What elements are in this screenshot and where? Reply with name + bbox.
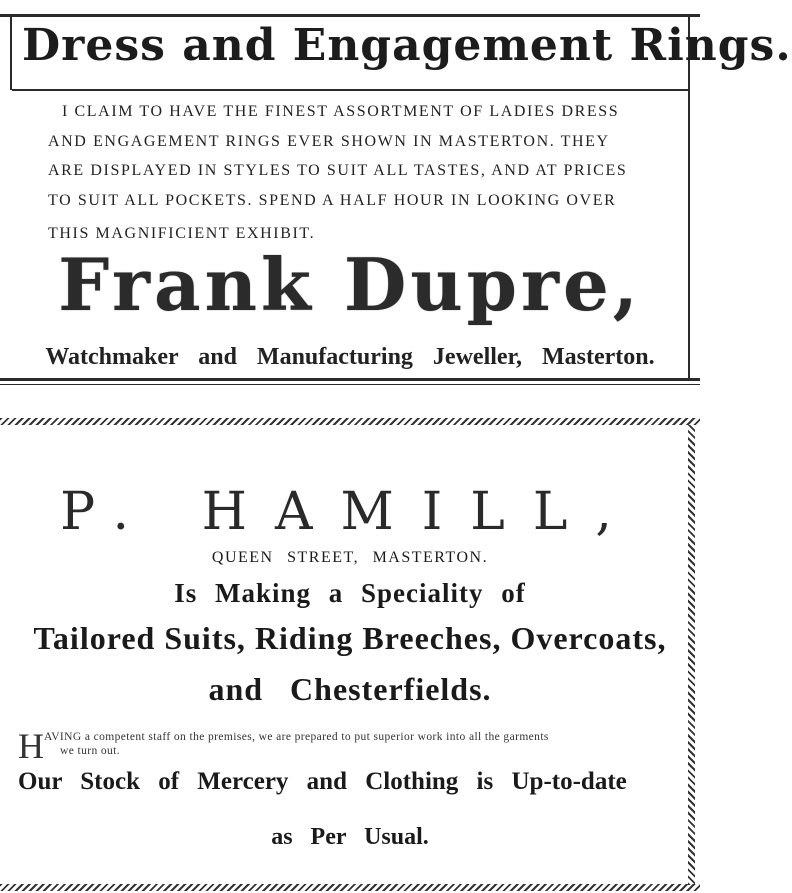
frank-dupre-name: Frank Dupre, xyxy=(58,242,642,327)
top-border-rule xyxy=(0,14,700,17)
hamill-address: QUEEN STREET, MASTERTON. xyxy=(211,549,489,566)
rings-body-line-4: TO SUIT ALL POCKETS. SPEND A HALF HOUR IN LOOKING OVER xyxy=(48,192,617,209)
rings-headline: Dress and Engagement Rings. xyxy=(22,20,792,71)
speciality-last: and Chesterfields. xyxy=(208,671,492,707)
rings-body-line-5: THIS MAGNIFICIENT EXHIBIT. xyxy=(48,225,316,242)
rings-bottom-rule-thin xyxy=(0,384,700,385)
notice-line-1: AVING a competent staff on the premises, we are prepared to put superior work into all the garments xyxy=(44,731,549,743)
frank-dupre-title: Watchmaker and Manufacturing Jeweller, Masterton. xyxy=(45,344,655,370)
rings-body-line-1: I CLAIM TO HAVE THE FINEST ASSORTMENT OF LADIES DRESS xyxy=(62,103,620,120)
rings-body-line-3: ARE DISPLAYED IN STYLES TO SUIT ALL TASTES, AND AT PRICES xyxy=(48,162,628,179)
speciality-items: Tailored Suits, Riding Breeches, Overcoats, xyxy=(33,620,667,656)
notice-dropcap: H xyxy=(18,726,44,766)
stock-line: Our Stock of Mercery and Clothing is Up-to-date xyxy=(18,768,627,795)
rings-bottom-rule xyxy=(0,378,700,381)
rings-body-line-2: AND ENGAGEMENT RINGS EVER SHOWN IN MASTERTON. THEY xyxy=(48,133,610,150)
closing-line: as Per Usual. xyxy=(271,824,429,850)
notice-line-2: we turn out. xyxy=(60,745,121,757)
p-hamill-name: P. HAMILL, xyxy=(60,482,640,542)
left-border-rule xyxy=(10,14,12,90)
top-zigzag-border xyxy=(0,418,700,425)
headline-divider xyxy=(12,89,688,91)
speciality-intro: Is Making a Speciality of xyxy=(174,578,526,608)
bottom-zigzag-border xyxy=(0,884,700,891)
